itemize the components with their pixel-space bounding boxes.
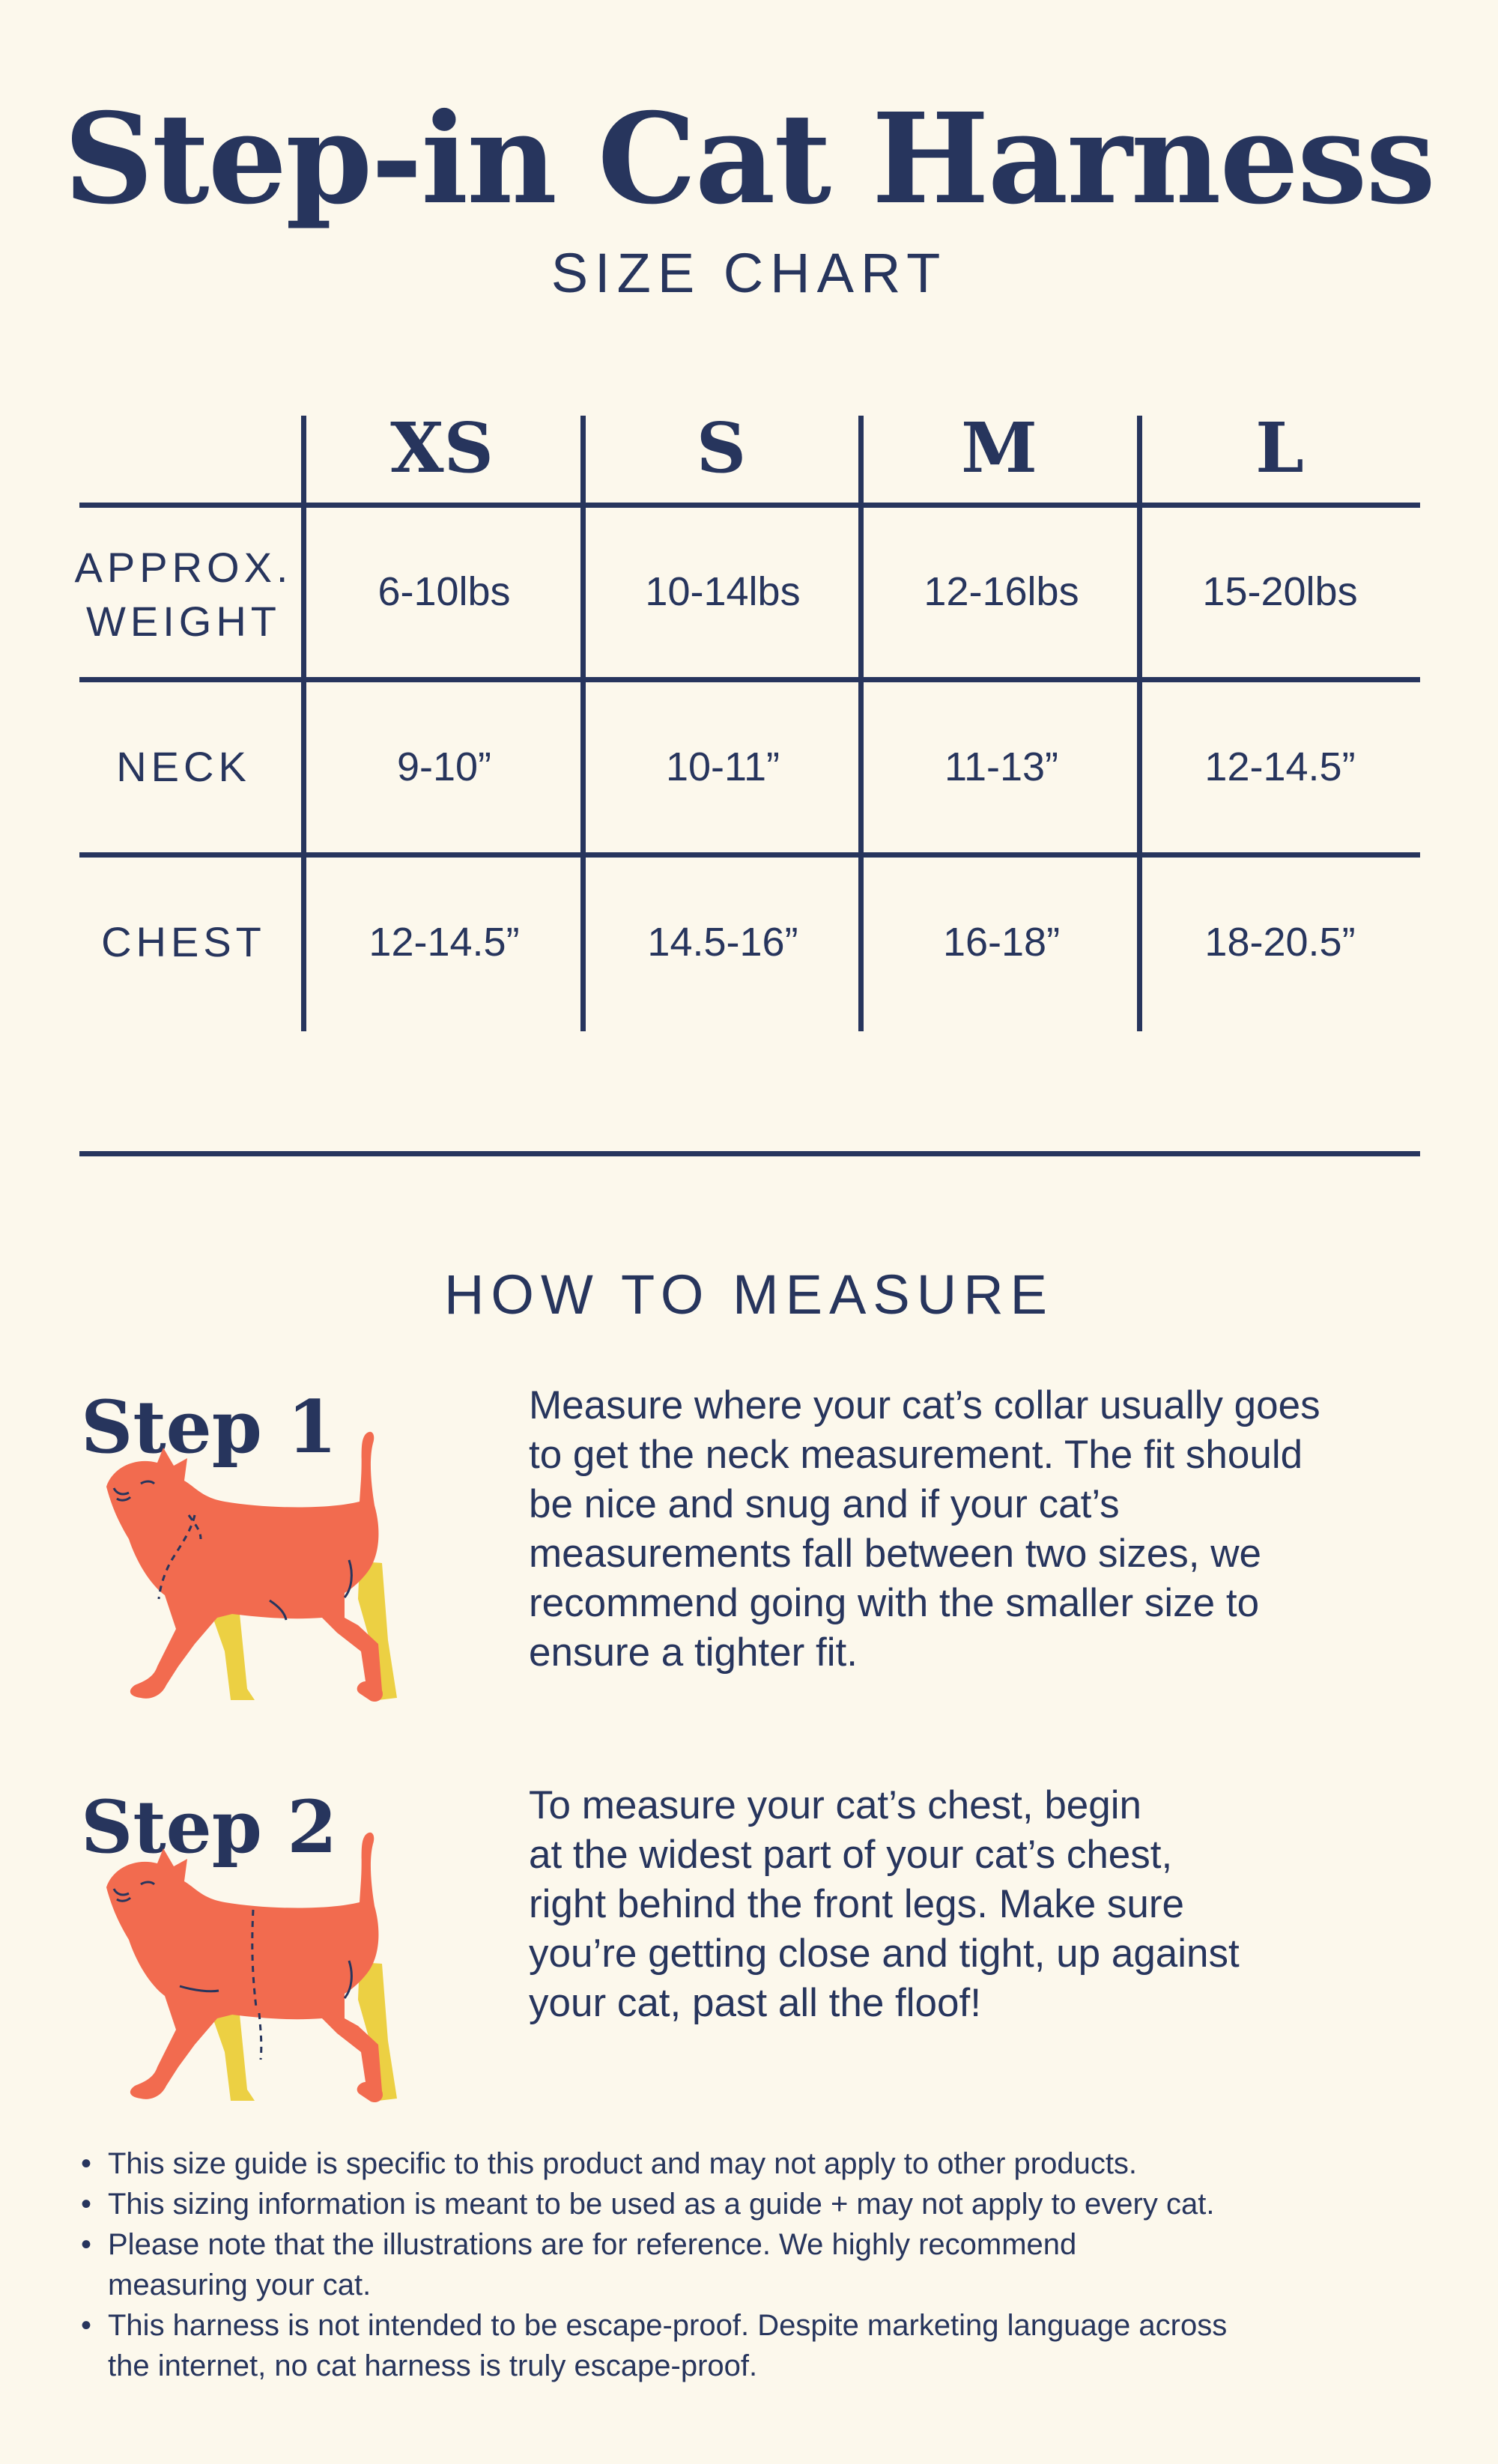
step-1-text — [529, 1381, 1443, 1678]
table-cell: 12-14.5” — [1204, 744, 1356, 789]
row-label-line: NECK — [116, 743, 251, 790]
table-cell: 15-20lbs — [1202, 569, 1358, 614]
size-header-s: S — [696, 407, 747, 488]
step-text-line: To measure your cat’s chest, begin — [529, 1783, 1142, 1827]
section-divider — [79, 1151, 1420, 1156]
table-cell: 18-20.5” — [1204, 920, 1356, 965]
note-line: the internet, no cat harness is truly escape-proof. — [108, 2349, 758, 2382]
table-divider — [79, 677, 1420, 682]
note-line: This sizing information is meant to be used as a guide + may not apply to every cat. — [108, 2188, 1215, 2221]
bullet-icon: • — [81, 2228, 92, 2261]
size-header-l: L — [1255, 407, 1304, 488]
note-line: Please note that the illustrations are for reference. We highly recommend — [108, 2228, 1077, 2261]
step-text-line: ensure a tighter fit. — [529, 1630, 858, 1675]
table-cell: 14.5-16” — [647, 920, 798, 965]
note-line: This harness is not intended to be escape-proof. Despite marketing language across — [108, 2309, 1228, 2342]
row-label-chest — [67, 915, 300, 969]
table-cell: 12-14.5” — [369, 920, 520, 965]
step-2-title: Step 2 — [81, 1785, 338, 1869]
table-cell: 6-10lbs — [377, 569, 511, 614]
table-cell: 9-10” — [396, 744, 492, 789]
list-item — [81, 2184, 1429, 2224]
list-item — [81, 2224, 1429, 2305]
step-text-line: Measure where your cat’s collar usually goes — [529, 1383, 1320, 1427]
table-cell: 10-14lbs — [645, 569, 801, 614]
bullet-icon: • — [81, 2188, 92, 2221]
note-line: measuring your cat. — [108, 2269, 372, 2301]
step-text-line: your cat, past all the floof! — [529, 1981, 981, 2025]
table-cell: 12-16lbs — [924, 569, 1079, 614]
bullet-icon: • — [81, 2147, 92, 2180]
size-header-m: M — [961, 407, 1037, 488]
row-label-line: APPROX. — [74, 544, 293, 591]
page-subtitle: SIZE CHART — [551, 242, 947, 304]
page-title: Step-in Cat Harness — [64, 86, 1434, 232]
row-label-neck — [67, 740, 300, 794]
step-text-line: to get the neck measurement. The fit should — [529, 1433, 1303, 1477]
table-divider — [79, 503, 1420, 508]
step-text-line: right behind the front legs. Make sure — [529, 1882, 1184, 1926]
table-cell: 10-11” — [665, 744, 780, 789]
step-text-line: at the widest part of your cat’s chest, — [529, 1833, 1173, 1877]
step-text-line: measurements fall between two sizes, we — [529, 1532, 1261, 1576]
step-text-line: recommend going with the smaller size to — [529, 1581, 1260, 1625]
size-chart-table — [0, 0, 1498, 1049]
bullet-icon: • — [81, 2309, 92, 2342]
row-label-weight — [67, 541, 300, 649]
size-header-xs: XS — [390, 407, 494, 488]
cat-chest-measure-illustration — [82, 1827, 419, 2112]
cat-neck-measure-illustration — [82, 1427, 419, 1711]
table-divider — [79, 852, 1420, 858]
row-label-line: WEIGHT — [86, 598, 281, 645]
step-2-text — [529, 1781, 1443, 2028]
step-1-title: Step 1 — [81, 1385, 338, 1469]
step-text-line: you’re getting close and tight, up against — [529, 1932, 1240, 1976]
table-cell: 11-13” — [944, 744, 1059, 789]
row-label-line: CHEST — [101, 918, 266, 965]
note-line: This size guide is specific to this product and may not apply to other products. — [108, 2147, 1138, 2180]
how-to-measure-title: HOW TO MEASURE — [443, 1263, 1054, 1326]
step-text-line: be nice and snug and if your cat’s — [529, 1482, 1120, 1526]
table-cell: 16-18” — [942, 920, 1061, 965]
list-item — [81, 2143, 1429, 2184]
notes-list — [81, 2143, 1429, 2386]
list-item — [81, 2305, 1429, 2386]
